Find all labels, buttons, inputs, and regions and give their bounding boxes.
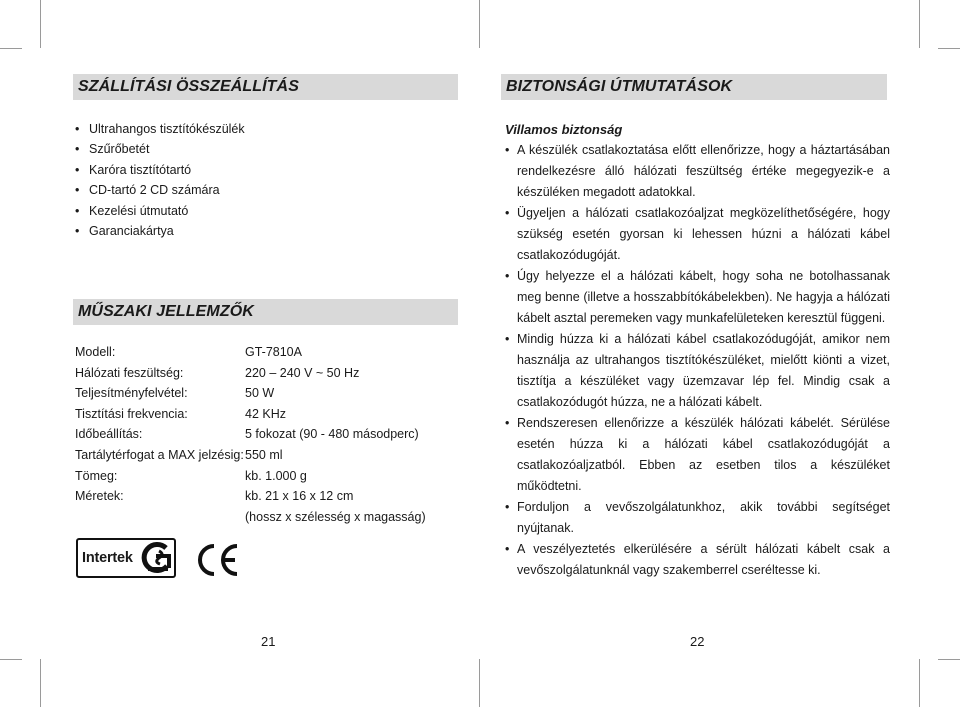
list-item: • Ügyeljen a hálózati csatlakozóaljzat megközelíthetőségére, hogy szükség esetén gyorsan ki lehessen húzni a hálózati kábel csatlakozódugóját. — [505, 203, 890, 266]
spec-label: Tömeg: — [75, 468, 118, 483]
intertek-wordmark: Intertek — [82, 550, 133, 566]
spec-row — [75, 383, 426, 404]
contents-heading: SZÁLLÍTÁSI ÖSSZEÁLLÍTÁS — [73, 74, 458, 100]
specs-heading: MŰSZAKI JELLEMZŐK — [73, 299, 458, 325]
spec-value: 50 W — [245, 386, 275, 401]
spec-value: kb. 21 x 16 x 12 cm — [245, 489, 354, 504]
spec-row — [75, 404, 426, 425]
spec-label: Méretek: — [75, 489, 124, 504]
spec-label: Tartálytérfogat a MAX jelzésig: — [75, 447, 244, 462]
safety-list — [505, 140, 890, 581]
crop-mark — [919, 0, 920, 48]
spec-row — [75, 363, 426, 384]
intertek-gs-logo — [76, 538, 176, 578]
spec-value: 5 fokozat (90 - 480 másodperc) — [245, 427, 419, 442]
crop-mark — [479, 0, 480, 48]
crop-mark — [0, 48, 22, 49]
list-item: • Kezelési útmutató — [75, 201, 245, 221]
ce-mark-icon — [194, 542, 240, 578]
page-number-right: 22 — [690, 634, 705, 649]
crop-mark — [938, 48, 960, 49]
spec-row — [75, 466, 426, 487]
crop-mark — [919, 659, 920, 707]
spec-row — [75, 342, 426, 363]
crop-mark — [938, 659, 960, 660]
spec-row — [75, 424, 426, 445]
list-item: • Garanciakártya — [75, 221, 245, 241]
list-item: • Szűrőbetét — [75, 139, 245, 159]
specs-table — [75, 342, 426, 527]
spec-label: Időbeállítás: — [75, 427, 143, 442]
spec-value: kb. 1.000 g — [245, 468, 307, 483]
spec-row — [75, 486, 426, 507]
spec-value: 550 ml — [245, 447, 283, 462]
crop-mark — [40, 659, 41, 707]
list-item: • Forduljon a vevőszolgálatunkhoz, akik további segítséget nyújtanak. — [505, 497, 890, 539]
list-item: • A készülék csatlakoztatása előtt ellenőrizze, hogy a háztartásában rendelkezésre álló hálózati feszültség értéke megegyezik-e a készüléken megadott adatokkal. — [505, 140, 890, 203]
spec-label: Hálózati feszültség: — [75, 365, 184, 380]
list-item: • Úgy helyezze el a hálózati kábelt, hogy soha ne botolhassanak meg benne (illetve a hosszabbítókábelekben). Ne hagyja a hálózati kábelt asztal peremeken vagy munkafelületeken keresztül függeni. — [505, 266, 890, 329]
safety-section — [505, 119, 890, 581]
list-item: • Ultrahangos tisztítókészülék — [75, 119, 245, 139]
gs-mark-icon — [140, 542, 174, 574]
spec-label: Teljesítményfelvétel: — [75, 386, 188, 401]
page-number-left: 21 — [261, 634, 276, 649]
safety-heading: BIZTONSÁGI ÚTMUTATÁSOK — [501, 74, 887, 100]
contents-list — [75, 119, 245, 241]
list-item: • Rendszeresen ellenőrizze a készülék hálózati kábelét. Sérülése esetén húzza ki a hálózati kábel csatlakozódugóját a csatlakozóaljzatból. Ebben az esetben tilos a készüléket működtetni. — [505, 413, 890, 497]
crop-mark — [40, 0, 41, 48]
spec-value: GT-7810A — [245, 345, 302, 359]
safety-subheading: Villamos biztonság — [505, 122, 623, 137]
spec-note: (hossz x szélesség x magasság) — [245, 509, 426, 524]
crop-mark — [0, 659, 22, 660]
list-item: • Mindig húzza ki a hálózati kábel csatlakozódugóját, amikor nem használja az ultrahangos tisztítókészüléket, mielőtt kiönti a vizet, tisztítja a készüléket vagy üzemzavar lép fel. Mindig csak a csatlakozódugót húzza, ne a hálózati kábelt. — [505, 329, 890, 413]
spec-row — [75, 445, 426, 466]
spec-value: 220 – 240 V ~ 50 Hz — [245, 365, 360, 380]
list-item: • A veszélyeztetés elkerülésére a sérült hálózati kábelt csak a vevőszolgálatunknál vagy szakemberrel cseréltesse ki. — [505, 539, 890, 581]
spec-value: 42 KHz — [245, 406, 286, 421]
spec-label: Modell: — [75, 345, 116, 359]
crop-mark — [479, 659, 480, 707]
spec-label: Tisztítási frekvencia: — [75, 406, 188, 421]
list-item: • Karóra tisztítótartó — [75, 160, 245, 180]
list-item: • CD-tartó 2 CD számára — [75, 180, 245, 200]
